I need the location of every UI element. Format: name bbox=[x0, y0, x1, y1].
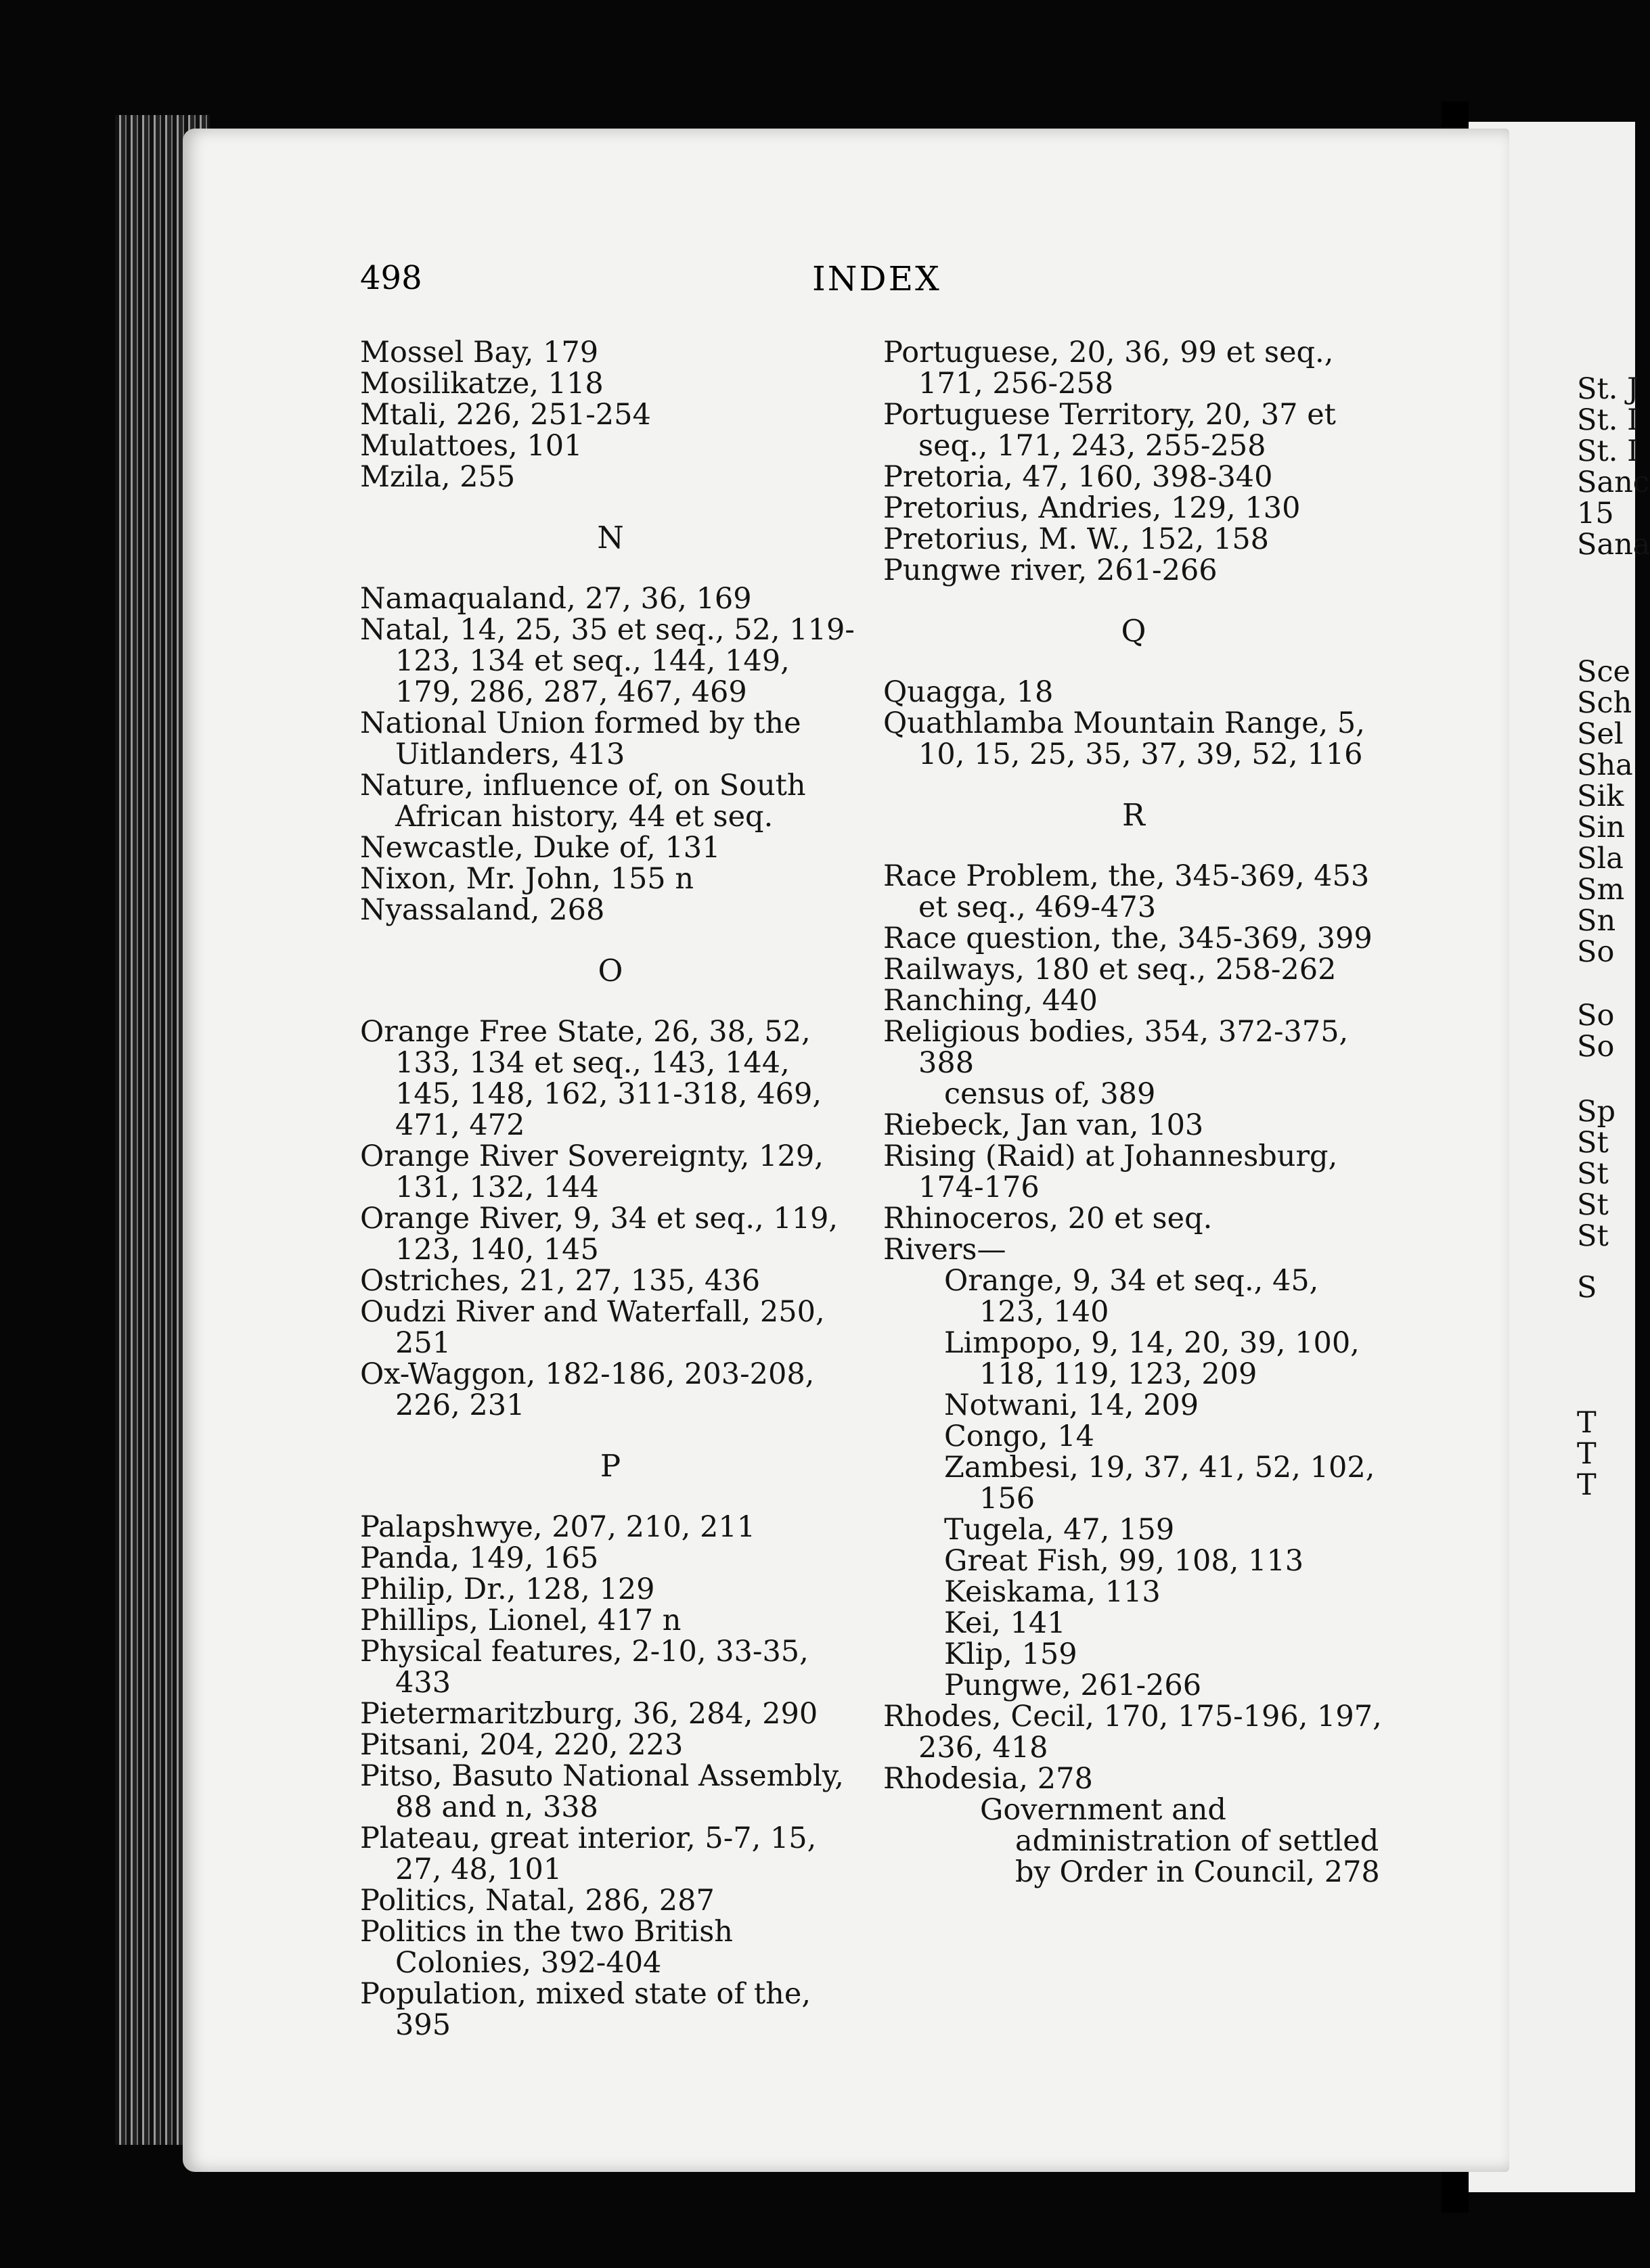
index-entry: Palapshwye, 207, 210, 211 bbox=[360, 1510, 756, 1544]
adjacent-page-fragment: Sm bbox=[1577, 873, 1625, 907]
adjacent-page-fragment: St bbox=[1577, 1157, 1609, 1191]
index-entry: Ox-Waggon, 182-186, 203-208, 226, 231 bbox=[360, 1357, 815, 1422]
adjacent-page-fragment: Sanc bbox=[1577, 466, 1649, 499]
adjacent-page-fragment: T bbox=[1577, 1437, 1597, 1471]
adjacent-page-fragment: T bbox=[1577, 1406, 1597, 1440]
index-entry: Mzila, 255 bbox=[360, 460, 516, 494]
adjacent-page-fragment: Sp bbox=[1577, 1095, 1615, 1129]
index-subentry: census of, 389 bbox=[944, 1077, 1156, 1111]
index-entry: Railways, 180 et seq., 258-262 bbox=[883, 953, 1337, 986]
adjacent-page-fragment: T bbox=[1577, 1468, 1597, 1502]
section-letter: N bbox=[597, 520, 624, 555]
index-column-right bbox=[883, 337, 1384, 1888]
index-entry: Quagga, 18 bbox=[883, 675, 1054, 709]
index-entry: Philip, Dr., 128, 129 bbox=[360, 1572, 655, 1606]
adjacent-page-fragment: Sce bbox=[1577, 655, 1630, 689]
section-letter: Q bbox=[1121, 613, 1146, 649]
adjacent-page-fragment: St. I bbox=[1577, 403, 1639, 437]
adjacent-page-fragment: Sla bbox=[1577, 842, 1624, 876]
adjacent-page-fragment: So bbox=[1577, 935, 1615, 969]
adjacent-page-fragment: St bbox=[1577, 1126, 1609, 1160]
adjacent-page-fragment: Sana bbox=[1577, 528, 1650, 562]
adjacent-page-fragment: Sik bbox=[1577, 779, 1624, 813]
index-entry: Nature, influence of, on South African history, 44 et seq. bbox=[360, 769, 806, 834]
page-header bbox=[360, 259, 1605, 307]
index-entry: Rivers— bbox=[883, 1233, 1006, 1267]
index-entry: Rhodes, Cecil, 170, 175-196, 197, 236, 418 bbox=[883, 1700, 1382, 1765]
index-subentry: Limpopo, 9, 14, 20, 39, 100, 118, 119, 123, 209 bbox=[944, 1326, 1360, 1391]
page-number: 498 bbox=[360, 259, 422, 297]
adjacent-page-fragment: Sel bbox=[1577, 717, 1624, 751]
index-entry: Portuguese Territory, 20, 37 et seq., 171, 243, 255-258 bbox=[883, 398, 1336, 463]
index-entry: Pietermaritzburg, 36, 284, 290 bbox=[360, 1697, 818, 1731]
adjacent-page-fragment: Sha bbox=[1577, 748, 1633, 782]
index-entry: Nixon, Mr. John, 155 n bbox=[360, 862, 694, 896]
adjacent-page-fragment: 15 bbox=[1577, 497, 1614, 530]
index-subentry: Congo, 14 bbox=[944, 1420, 1094, 1453]
adjacent-page-fragment: Sin bbox=[1577, 811, 1625, 844]
index-entry: Race question, the, 345-369, 399 bbox=[883, 922, 1373, 955]
index-entry: Pretorius, M. W., 152, 158 bbox=[883, 522, 1270, 556]
index-entry: Mosilikatze, 118 bbox=[360, 367, 604, 401]
index-entry: Quathlamba Mountain Range, 5, 10, 15, 25, 35, 37, 39, 52, 116 bbox=[883, 706, 1365, 771]
index-entry: Pretorius, Andries, 129, 130 bbox=[883, 491, 1301, 525]
adjacent-page-fragment: Sch bbox=[1577, 686, 1632, 720]
index-entry: Nyassaland, 268 bbox=[360, 893, 605, 927]
index-entry: Phillips, Lionel, 417 n bbox=[360, 1604, 682, 1637]
index-subentry: Government and administration of settled by Order in Council, 278 bbox=[980, 1793, 1380, 1889]
index-entry: Mossel Bay, 179 bbox=[360, 336, 599, 369]
index-entry: Pitso, Basuto National Assembly, 88 and n, 338 bbox=[360, 1759, 844, 1824]
index-entry: Rising (Raid) at Johannesburg, 174-176 bbox=[883, 1139, 1338, 1204]
index-entry: Pretoria, 47, 160, 398-340 bbox=[883, 460, 1273, 494]
adjacent-page-fragment: St. J bbox=[1577, 372, 1639, 406]
index-entry: Population, mixed state of the, 395 bbox=[360, 1977, 811, 2042]
index-subentry: Keiskama, 113 bbox=[944, 1575, 1161, 1609]
index-entry: Orange River, 9, 34 et seq., 119, 123, 140, 145 bbox=[360, 1202, 839, 1267]
index-entry: Pitsani, 204, 220, 223 bbox=[360, 1728, 684, 1762]
index-entry: Mtali, 226, 251-254 bbox=[360, 398, 651, 432]
index-entry: Ostriches, 21, 27, 135, 436 bbox=[360, 1264, 761, 1298]
index-subentry: Pungwe, 261-266 bbox=[944, 1669, 1202, 1702]
adjacent-page-fragment: Sn bbox=[1577, 904, 1616, 938]
index-subentry: Kei, 141 bbox=[944, 1606, 1066, 1640]
index-subentry: Zambesi, 19, 37, 41, 52, 102, 156 bbox=[944, 1451, 1375, 1516]
index-entry: Portuguese, 20, 36, 99 et seq., 171, 256-258 bbox=[883, 336, 1334, 401]
index-entry: Religious bodies, 354, 372-375, 388 bbox=[883, 1015, 1349, 1080]
adjacent-page-fragment: S bbox=[1577, 1271, 1597, 1305]
index-entry: Plateau, great interior, 5-7, 15, 27, 48, 101 bbox=[360, 1821, 817, 1886]
index-entry: Mulattoes, 101 bbox=[360, 429, 583, 463]
index-entry: Rhinoceros, 20 et seq. bbox=[883, 1202, 1213, 1235]
section-letter: O bbox=[598, 953, 623, 989]
index-subentry: Klip, 159 bbox=[944, 1637, 1077, 1671]
index-entry: Orange River Sovereignty, 129, 131, 132, 144 bbox=[360, 1139, 824, 1204]
index-entry: Natal, 14, 25, 35 et seq., 52, 119-123, 134 et seq., 144, 149, 179, 286, 287, 467, 469 bbox=[360, 613, 855, 709]
index-entry: Namaqualand, 27, 36, 169 bbox=[360, 582, 752, 616]
adjacent-page-fragment: St bbox=[1577, 1188, 1609, 1222]
index-entry: Orange Free State, 26, 38, 52, 133, 134 et seq., 143, 144, 145, 148, 162, 311-318, 469, 471, 472 bbox=[360, 1015, 822, 1142]
index-subentry: Orange, 9, 34 et seq., 45, 123, 140 bbox=[944, 1264, 1319, 1329]
index-entry: National Union formed by the Uitlanders, 413 bbox=[360, 706, 801, 771]
adjacent-page-fragment: So bbox=[1577, 1030, 1615, 1064]
index-entry: Ranching, 440 bbox=[883, 984, 1098, 1018]
section-letter: P bbox=[600, 1448, 621, 1484]
adjacent-page-fragment: So bbox=[1577, 999, 1615, 1033]
index-subentry: Notwani, 14, 209 bbox=[944, 1388, 1199, 1422]
adjacent-page-fragment: St bbox=[1577, 1219, 1609, 1253]
index-entry: Riebeck, Jan van, 103 bbox=[883, 1108, 1204, 1142]
index-entry: Race Problem, the, 345-369, 453 et seq., 469-473 bbox=[883, 859, 1370, 924]
index-entry: Physical features, 2-10, 33-35, 433 bbox=[360, 1635, 809, 1700]
index-subentry: Great Fish, 99, 108, 113 bbox=[944, 1544, 1304, 1578]
adjacent-page-fragment: St. I bbox=[1577, 434, 1639, 468]
index-entry: Newcastle, Duke of, 131 bbox=[360, 831, 721, 865]
index-entry: Politics, Natal, 286, 287 bbox=[360, 1884, 715, 1918]
index-entry: Pungwe river, 261-266 bbox=[883, 553, 1218, 587]
index-entry: Oudzi River and Waterfall, 250, 251 bbox=[360, 1295, 825, 1360]
index-entry: Rhodesia, 278 bbox=[883, 1762, 1093, 1796]
section-letter: R bbox=[1122, 797, 1145, 833]
index-column-left bbox=[360, 337, 861, 2041]
index-subentry: Tugela, 47, 159 bbox=[944, 1513, 1175, 1547]
page-title: INDEX bbox=[812, 259, 941, 298]
index-entry: Politics in the two British Colonies, 392-404 bbox=[360, 1915, 733, 1980]
index-entry: Panda, 149, 165 bbox=[360, 1541, 599, 1575]
